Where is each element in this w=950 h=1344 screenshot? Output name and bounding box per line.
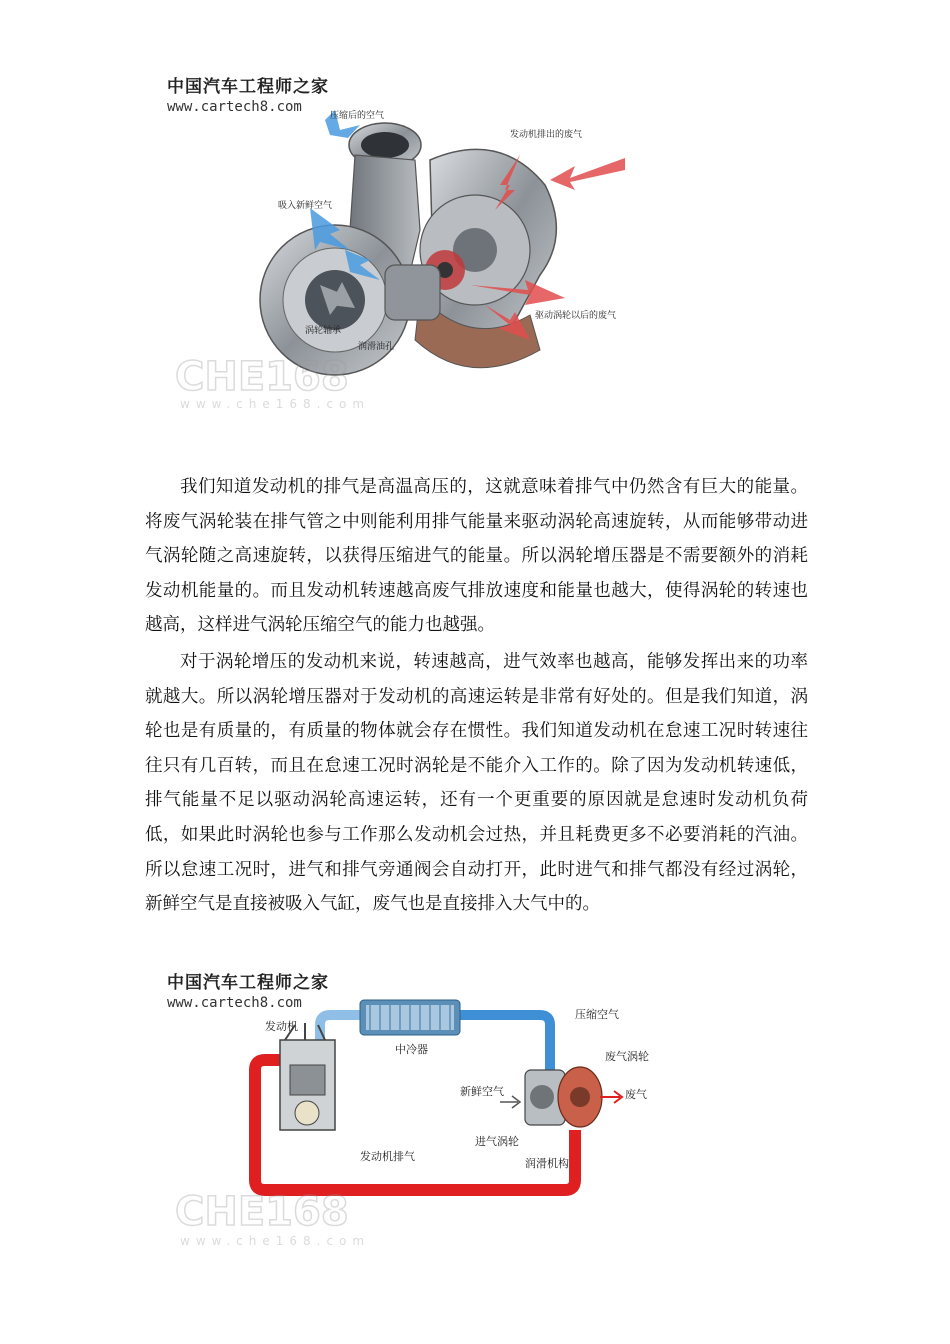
label-exhaust: 废气 — [625, 1088, 647, 1101]
paragraph-2: 对于涡轮增压的发动机来说，转速越高，进气效率也越高，能够发挥出来的功率就越大。所以涡轮增压器对于发动机的高速运转是非常有好处的。但是我们知道，涡轮也是有质量的，有质量的物体就会存在惯性。我们知道发动机在怠速工况时转速往往只有几百转，而且在怠速工况时涡轮是不能介入工作的。除了因为发动机转速低，排气能量不足以驱动涡轮高速运转，还有一个更重要的原因就是怠速时发动机负荷低，如果此时涡轮也参与工作那么发动机会过热，并且耗费更多不必要消耗的汽油。所以怠速工况时，进气和排气旁通阀会自动打开，此时进气和排气都没有经过涡轮，新鲜空气是直接被吸入气缸，废气也是直接排入大气中的。 — [145, 652, 808, 915]
label-compressed-air: 压缩空气 — [575, 1008, 619, 1021]
label-exhaust-after-turbine: 驱动涡轮以后的废气 — [535, 311, 617, 321]
label-exhaust-turbine: 废气涡轮 — [605, 1050, 649, 1063]
compressor-housing — [260, 123, 421, 375]
paragraph-1: 我们知道发动机的排气是高温高压的，这就意味着排气中仍然含有巨大的能量。将废气涡轮装在排气管之中则能利用排气能量来驱动涡轮高速旋转，从而能够带动进气涡轮随之高速旋转，以获得压缩进气的能量。所以涡轮增压器是不需要额外的消耗发动机能量的。而且发动机转速越高废气排放速度和能量也越大，使得涡轮的转速也越高，这样进气涡轮压缩空气的能力也越强。 — [145, 477, 808, 636]
brand-url: www.cartech8.com — [167, 995, 302, 1011]
engine-cylinder — [280, 1023, 335, 1130]
label-exhaust-from-engine: 发动机排出的废气 — [510, 130, 583, 140]
brand-name: 中国汽车工程师之家 — [167, 77, 329, 97]
label-compressed-air: 压缩后的空气 — [330, 111, 385, 121]
turbo-system-diagram — [170, 995, 680, 1255]
label-engine-exhaust: 发动机排气 — [360, 1150, 415, 1163]
watermark-url: www.che168.com — [180, 1234, 371, 1248]
label-intake-turbine: 进气涡轮 — [475, 1135, 519, 1148]
intercooler — [360, 1000, 460, 1035]
bearing-housing — [385, 265, 440, 320]
che168-watermark — [175, 1189, 370, 1248]
label-intercooler: 中冷器 — [395, 1043, 428, 1056]
label-fresh-air-in: 吸入新鲜空气 — [278, 201, 333, 211]
turbine-housing — [415, 149, 556, 367]
turbocharger-cutaway-figure — [170, 100, 640, 420]
che168-watermark — [175, 354, 370, 411]
turbocharger-unit — [525, 1067, 602, 1127]
label-engine: 发动机 — [265, 1020, 298, 1033]
label-turbine-bearing: 涡轮轴承 — [305, 326, 342, 336]
watermark-logo: CHE168 — [175, 1189, 349, 1235]
brand-url: www.cartech8.com — [167, 99, 302, 115]
label-lubrication: 润滑机构 — [525, 1157, 569, 1170]
watermark-logo: CHE168 — [175, 354, 349, 400]
label-oil-hole: 润滑油孔 — [358, 342, 395, 352]
exhaust-out-arrow — [600, 1091, 622, 1103]
label-fresh-air: 新鲜空气 — [460, 1085, 504, 1098]
watermark-url: www.che168.com — [180, 397, 371, 411]
brand-name: 中国汽车工程师之家 — [167, 973, 329, 993]
